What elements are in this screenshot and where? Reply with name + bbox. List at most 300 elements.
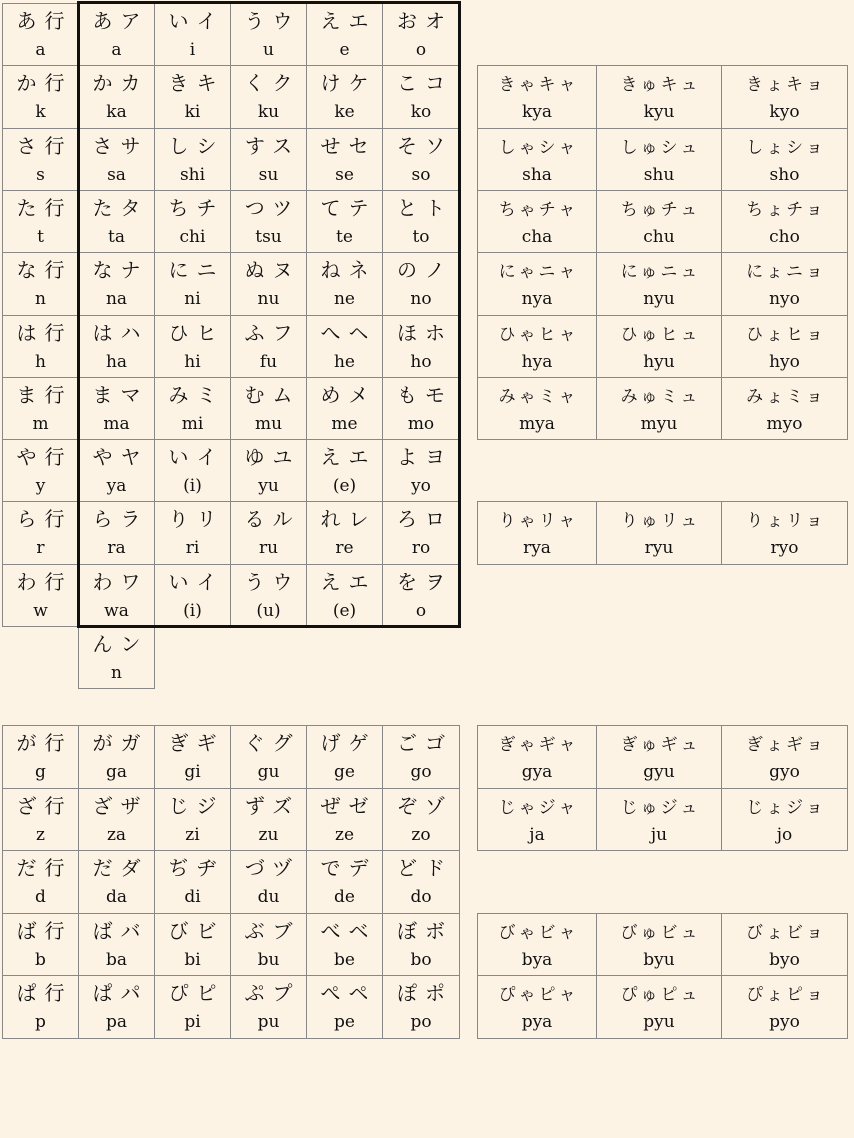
kana-text: や行 bbox=[16, 445, 73, 469]
romaji-text: yo bbox=[411, 476, 431, 496]
romaji-text: ka bbox=[106, 102, 127, 122]
romaji-text: nyo bbox=[769, 289, 800, 309]
romaji-text: myu bbox=[640, 414, 678, 434]
kana-text: ぢヂ bbox=[168, 856, 225, 880]
romaji-text: h bbox=[35, 352, 46, 372]
row-label bbox=[2, 190, 79, 253]
romaji-text: ku bbox=[257, 102, 280, 122]
youon-cell bbox=[596, 65, 722, 129]
kana-cell bbox=[154, 501, 231, 565]
romaji-text: (e) bbox=[332, 476, 357, 496]
romaji-text: cha bbox=[521, 227, 553, 247]
romaji-text: byo bbox=[769, 950, 800, 970]
kana-cell bbox=[78, 501, 155, 565]
row-label bbox=[2, 128, 79, 191]
romaji-text: i bbox=[189, 40, 196, 60]
romaji-text: fu bbox=[259, 352, 278, 372]
romaji-text: (i) bbox=[183, 601, 202, 621]
kana-text: ゆユ bbox=[244, 445, 301, 469]
youon-cell bbox=[477, 725, 597, 789]
romaji-text: ho bbox=[410, 352, 432, 372]
kana-text: きょキョ bbox=[746, 75, 826, 95]
kana-text: ぬヌ bbox=[244, 258, 301, 282]
romaji-text: bya bbox=[521, 950, 553, 970]
kana-text: りゃリャ bbox=[498, 511, 579, 531]
romaji-text: na bbox=[105, 289, 128, 309]
kana-text: びゃビャ bbox=[498, 923, 579, 943]
romaji-text: chi bbox=[179, 227, 206, 247]
kana-cell bbox=[382, 252, 460, 316]
kana-text: えエ bbox=[320, 445, 377, 469]
romaji-text: ga bbox=[105, 762, 128, 782]
kana-text: ら行 bbox=[16, 507, 73, 531]
kana-text: なナ bbox=[92, 258, 149, 282]
youon-cell bbox=[721, 975, 848, 1039]
kana-text: めメ bbox=[320, 383, 377, 407]
kana-cell bbox=[230, 564, 307, 627]
romaji-text: myo bbox=[766, 414, 803, 434]
romaji-text: me bbox=[331, 414, 358, 434]
kana-text: こコ bbox=[397, 71, 453, 95]
youon-cell bbox=[721, 190, 848, 253]
kana-cell bbox=[78, 377, 155, 440]
romaji-text: n bbox=[35, 289, 46, 309]
romaji-text: rya bbox=[523, 538, 551, 558]
kana-cell bbox=[78, 913, 155, 976]
kana-cell bbox=[306, 128, 383, 191]
kana-text: りゅリュ bbox=[620, 511, 701, 531]
kana-cell bbox=[230, 377, 307, 440]
romaji-text: nyu bbox=[643, 289, 675, 309]
romaji-text: ko bbox=[410, 102, 432, 122]
romaji-text: zi bbox=[185, 825, 200, 845]
kana-cell bbox=[230, 315, 307, 378]
romaji-text: ba bbox=[105, 950, 128, 970]
romaji-text: pe bbox=[334, 1012, 355, 1032]
romaji-text: ro bbox=[411, 538, 431, 558]
romaji-text: yu bbox=[258, 476, 279, 496]
romaji-text: pi bbox=[184, 1012, 201, 1032]
kana-text: どド bbox=[397, 856, 453, 880]
romaji-text: wa bbox=[104, 601, 129, 621]
kana-cell bbox=[78, 725, 155, 789]
kana-text: しゃシャ bbox=[498, 138, 579, 158]
romaji-text: ryu bbox=[644, 538, 674, 558]
row-label bbox=[2, 252, 79, 316]
romaji-text: se bbox=[335, 165, 354, 185]
kana-text: じゅジュ bbox=[620, 798, 701, 818]
romaji-text: zo bbox=[411, 825, 431, 845]
youon-cell bbox=[721, 725, 848, 789]
romaji-text: pa bbox=[105, 1012, 128, 1032]
romaji-text: da bbox=[105, 887, 128, 907]
kana-cell bbox=[382, 725, 460, 789]
kana-text: ひゃヒャ bbox=[498, 325, 579, 345]
romaji-text: n bbox=[111, 663, 122, 683]
kana-cell bbox=[382, 439, 460, 502]
kana-cell bbox=[306, 788, 383, 851]
kana-cell bbox=[78, 788, 155, 851]
kana-text: いイ bbox=[168, 570, 225, 594]
kana-text: けケ bbox=[320, 71, 377, 95]
romaji-text: mo bbox=[407, 414, 435, 434]
kana-text: みミ bbox=[168, 383, 225, 407]
kana-text: わ行 bbox=[16, 570, 73, 594]
kana-cell bbox=[306, 377, 383, 440]
row-label bbox=[2, 65, 79, 129]
kana-text: ちょチョ bbox=[746, 200, 826, 220]
kana-cell bbox=[154, 975, 231, 1039]
romaji-text: chu bbox=[643, 227, 675, 247]
kana-cell bbox=[230, 252, 307, 316]
kana-text: じゃジャ bbox=[498, 798, 579, 818]
romaji-text: shi bbox=[179, 165, 206, 185]
romaji-text: pyu bbox=[643, 1012, 675, 1032]
kana-cell bbox=[382, 377, 460, 440]
kana-cell bbox=[230, 913, 307, 976]
kana-text: たタ bbox=[92, 196, 149, 220]
kana-text: ぶブ bbox=[244, 919, 301, 943]
kana-text: びビ bbox=[168, 919, 225, 943]
kana-text: むム bbox=[244, 383, 301, 407]
romaji-text: hyo bbox=[769, 352, 800, 372]
romaji-text: ryo bbox=[770, 538, 799, 558]
romaji-text: z bbox=[36, 825, 45, 845]
romaji-text: bo bbox=[410, 950, 432, 970]
kana-text: ほホ bbox=[397, 321, 453, 345]
kana-text: さ行 bbox=[16, 134, 73, 158]
romaji-text: gu bbox=[257, 762, 280, 782]
romaji-text: ni bbox=[184, 289, 201, 309]
youon-cell bbox=[596, 315, 722, 378]
kana-text: えエ bbox=[320, 9, 377, 33]
kana-text: ぴピ bbox=[168, 981, 225, 1005]
kana-cell bbox=[78, 975, 155, 1039]
kana-cell bbox=[230, 190, 307, 253]
romaji-text: a bbox=[111, 40, 122, 60]
kana-text: とト bbox=[397, 196, 453, 220]
romaji-text: a bbox=[35, 40, 46, 60]
romaji-text: gya bbox=[521, 762, 553, 782]
kana-cell bbox=[230, 439, 307, 502]
kana-text: よヨ bbox=[397, 445, 453, 469]
romaji-text: kyu bbox=[643, 102, 675, 122]
romaji-text: jo bbox=[776, 825, 793, 845]
kana-text: が行 bbox=[16, 731, 73, 755]
youon-cell bbox=[596, 501, 722, 565]
kana-text: ぞゾ bbox=[397, 794, 453, 818]
kana-cell bbox=[306, 65, 383, 129]
kana-text: きゅキュ bbox=[620, 75, 701, 95]
romaji-text: gyu bbox=[643, 762, 675, 782]
kana-text: た行 bbox=[16, 196, 73, 220]
kana-text: びゅビュ bbox=[620, 923, 701, 943]
youon-cell bbox=[596, 975, 722, 1039]
row-label bbox=[2, 315, 79, 378]
kana-cell bbox=[382, 65, 460, 129]
romaji-text: no bbox=[410, 289, 432, 309]
kana-text: にゅニュ bbox=[620, 262, 701, 282]
romaji-text: u bbox=[263, 40, 274, 60]
kana-text: つツ bbox=[244, 196, 301, 220]
romaji-text: pya bbox=[521, 1012, 553, 1032]
row-label bbox=[2, 788, 79, 851]
kana-cell bbox=[382, 3, 460, 66]
kana-text: せセ bbox=[320, 134, 377, 158]
kana-cell bbox=[382, 128, 460, 191]
romaji-text: mu bbox=[254, 414, 283, 434]
romaji-text: bi bbox=[184, 950, 201, 970]
kana-text: あア bbox=[92, 9, 149, 33]
romaji-text: te bbox=[336, 227, 353, 247]
romaji-text: s bbox=[36, 165, 45, 185]
kana-text: ま行 bbox=[16, 383, 73, 407]
youon-cell bbox=[596, 377, 722, 440]
kana-text: びょビョ bbox=[746, 923, 826, 943]
kana-text: じょジョ bbox=[746, 798, 826, 818]
kana-text: しシ bbox=[168, 134, 225, 158]
romaji-text: pu bbox=[257, 1012, 280, 1032]
romaji-text: sho bbox=[769, 165, 800, 185]
romaji-text: byu bbox=[643, 950, 675, 970]
romaji-text: re bbox=[335, 538, 354, 558]
kana-cell bbox=[382, 501, 460, 565]
kana-cell bbox=[154, 315, 231, 378]
kana-cell bbox=[230, 65, 307, 129]
kana-cell bbox=[154, 788, 231, 851]
kana-text: ざ行 bbox=[16, 794, 73, 818]
youon-cell bbox=[477, 190, 597, 253]
kana-text: おオ bbox=[397, 9, 453, 33]
romaji-text: nya bbox=[521, 289, 553, 309]
kana-cell bbox=[230, 128, 307, 191]
youon-cell bbox=[596, 788, 722, 851]
romaji-text: ze bbox=[334, 825, 355, 845]
romaji-text: ra bbox=[107, 538, 126, 558]
kana-text: きゃキャ bbox=[498, 75, 579, 95]
kana-text: ぎゃギャ bbox=[498, 735, 579, 755]
kana-text: ぴゃピャ bbox=[498, 985, 579, 1005]
kana-text: かカ bbox=[92, 71, 149, 95]
row-label bbox=[2, 377, 79, 440]
kana-cell bbox=[154, 65, 231, 129]
romaji-text: m bbox=[32, 414, 49, 434]
romaji-text: cho bbox=[769, 227, 800, 247]
romaji-text: pyo bbox=[769, 1012, 800, 1032]
kana-cell bbox=[230, 850, 307, 914]
row-label bbox=[2, 850, 79, 914]
kana-cell bbox=[306, 190, 383, 253]
kana-text: ぴょピョ bbox=[746, 985, 826, 1005]
kana-cell bbox=[154, 725, 231, 789]
kana-cell bbox=[306, 913, 383, 976]
kana-cell bbox=[306, 564, 383, 627]
kana-text: しょショ bbox=[746, 138, 826, 158]
kana-cell bbox=[154, 913, 231, 976]
kana-text: ちゅチュ bbox=[620, 200, 701, 220]
kana-text: うウ bbox=[244, 9, 301, 33]
youon-cell bbox=[477, 913, 597, 976]
romaji-text: mi bbox=[181, 414, 204, 434]
kana-text: にゃニャ bbox=[498, 262, 579, 282]
kana-cell bbox=[154, 190, 231, 253]
kana-cell bbox=[306, 439, 383, 502]
romaji-text: ri bbox=[185, 538, 200, 558]
kana-text: ぎょギョ bbox=[746, 735, 826, 755]
row-label bbox=[2, 975, 79, 1039]
youon-cell bbox=[721, 377, 848, 440]
romaji-text: ma bbox=[103, 414, 130, 434]
kana-text: ぎギ bbox=[168, 731, 225, 755]
kana-text: ごゴ bbox=[397, 731, 453, 755]
romaji-text: be bbox=[334, 950, 355, 970]
kana-cell bbox=[78, 564, 155, 627]
kana-cell bbox=[306, 315, 383, 378]
romaji-text: p bbox=[35, 1012, 46, 1032]
row-label bbox=[2, 564, 79, 627]
kana-text: ちチ bbox=[168, 196, 225, 220]
romaji-text: go bbox=[410, 762, 432, 782]
kana-text: ばバ bbox=[92, 919, 149, 943]
kana-cell bbox=[230, 788, 307, 851]
kana-cell bbox=[382, 975, 460, 1039]
kana-cell bbox=[230, 3, 307, 66]
youon-cell bbox=[721, 913, 848, 976]
kana-text: わワ bbox=[92, 570, 149, 594]
kana-cell bbox=[78, 439, 155, 502]
kana-text: れレ bbox=[320, 507, 377, 531]
kana-cell bbox=[382, 788, 460, 851]
kana-text: もモ bbox=[397, 383, 453, 407]
kana-text: あ行 bbox=[16, 9, 73, 33]
romaji-text: d bbox=[35, 887, 46, 907]
kana-cell bbox=[306, 850, 383, 914]
kana-cell bbox=[306, 3, 383, 66]
kana-cell-n bbox=[78, 626, 155, 689]
youon-cell bbox=[477, 788, 597, 851]
youon-cell bbox=[721, 128, 848, 191]
romaji-text: ju bbox=[650, 825, 668, 845]
romaji-text: bu bbox=[257, 950, 280, 970]
romaji-text: he bbox=[333, 352, 355, 372]
kana-text: づヅ bbox=[244, 856, 301, 880]
youon-cell bbox=[477, 128, 597, 191]
kana-text: ふフ bbox=[244, 321, 301, 345]
kana-text: にょニョ bbox=[746, 262, 826, 282]
kana-text: ぜゼ bbox=[320, 794, 377, 818]
kana-cell bbox=[230, 501, 307, 565]
romaji-text: ya bbox=[106, 476, 127, 496]
youon-cell bbox=[596, 913, 722, 976]
romaji-text: su bbox=[258, 165, 279, 185]
kana-text: りリ bbox=[168, 507, 225, 531]
kana-text: だ行 bbox=[16, 856, 73, 880]
kana-cell bbox=[306, 975, 383, 1039]
youon-cell bbox=[477, 501, 597, 565]
youon-cell bbox=[596, 128, 722, 191]
kana-cell bbox=[78, 128, 155, 191]
romaji-text: ru bbox=[258, 538, 279, 558]
kana-cell bbox=[154, 252, 231, 316]
kana-text: じジ bbox=[168, 794, 225, 818]
romaji-text: hyu bbox=[643, 352, 675, 372]
romaji-text: mya bbox=[519, 414, 555, 434]
row-label bbox=[2, 501, 79, 565]
kana-cell bbox=[230, 725, 307, 789]
kana-text: か行 bbox=[16, 71, 73, 95]
kana-cell bbox=[382, 315, 460, 378]
romaji-text: ki bbox=[184, 102, 201, 122]
kana-text: まマ bbox=[92, 383, 149, 407]
romaji-text: za bbox=[106, 825, 127, 845]
romaji-text: g bbox=[35, 762, 46, 782]
kana-cell bbox=[154, 439, 231, 502]
romaji-text: to bbox=[412, 227, 430, 247]
romaji-text: do bbox=[410, 887, 432, 907]
kana-cell bbox=[382, 564, 460, 627]
romaji-text: zu bbox=[258, 825, 279, 845]
kana-cell bbox=[154, 564, 231, 627]
kana-text: ぴゅピュ bbox=[620, 985, 701, 1005]
kana-text: うウ bbox=[244, 570, 301, 594]
kana-text: みょミョ bbox=[746, 387, 826, 407]
kana-text: ろロ bbox=[397, 507, 453, 531]
kana-text: すス bbox=[244, 134, 301, 158]
romaji-text: (i) bbox=[183, 476, 202, 496]
romaji-text: po bbox=[410, 1012, 432, 1032]
kana-text: ぎゅギュ bbox=[620, 735, 701, 755]
kana-text: でデ bbox=[320, 856, 377, 880]
kana-text: ぼボ bbox=[397, 919, 453, 943]
romaji-text: hi bbox=[184, 352, 201, 372]
kana-text: ぐグ bbox=[244, 731, 301, 755]
kana-text: ぱ行 bbox=[16, 981, 73, 1005]
kana-text: ぱパ bbox=[92, 981, 149, 1005]
youon-cell bbox=[721, 788, 848, 851]
romaji-text: so bbox=[411, 165, 431, 185]
romaji-text: ge bbox=[334, 762, 355, 782]
romaji-text: k bbox=[35, 102, 46, 122]
kana-text: ぺペ bbox=[320, 981, 377, 1005]
kana-text: んン bbox=[92, 632, 149, 656]
youon-cell bbox=[721, 315, 848, 378]
kana-text: いイ bbox=[168, 445, 225, 469]
kana-text: ちゃチャ bbox=[498, 200, 579, 220]
romaji-text: (e) bbox=[332, 601, 357, 621]
row-label bbox=[2, 3, 79, 66]
romaji-text: du bbox=[257, 887, 280, 907]
romaji-text: nu bbox=[257, 289, 280, 309]
youon-cell bbox=[721, 501, 848, 565]
kana-text: はハ bbox=[92, 321, 149, 345]
kana-cell bbox=[154, 850, 231, 914]
kana-cell bbox=[154, 128, 231, 191]
romaji-text: gi bbox=[184, 762, 201, 782]
romaji-text: shu bbox=[643, 165, 675, 185]
kana-cell bbox=[78, 3, 155, 66]
kana-cell bbox=[78, 190, 155, 253]
romaji-text: t bbox=[37, 227, 44, 247]
kana-text: だダ bbox=[92, 856, 149, 880]
romaji-text: e bbox=[339, 40, 350, 60]
kana-cell bbox=[78, 252, 155, 316]
kana-text: ねネ bbox=[320, 258, 377, 282]
kana-text: にニ bbox=[168, 258, 225, 282]
youon-cell bbox=[477, 315, 597, 378]
kana-text: みゅミュ bbox=[620, 387, 701, 407]
kana-cell bbox=[230, 975, 307, 1039]
kana-text: きキ bbox=[168, 71, 225, 95]
